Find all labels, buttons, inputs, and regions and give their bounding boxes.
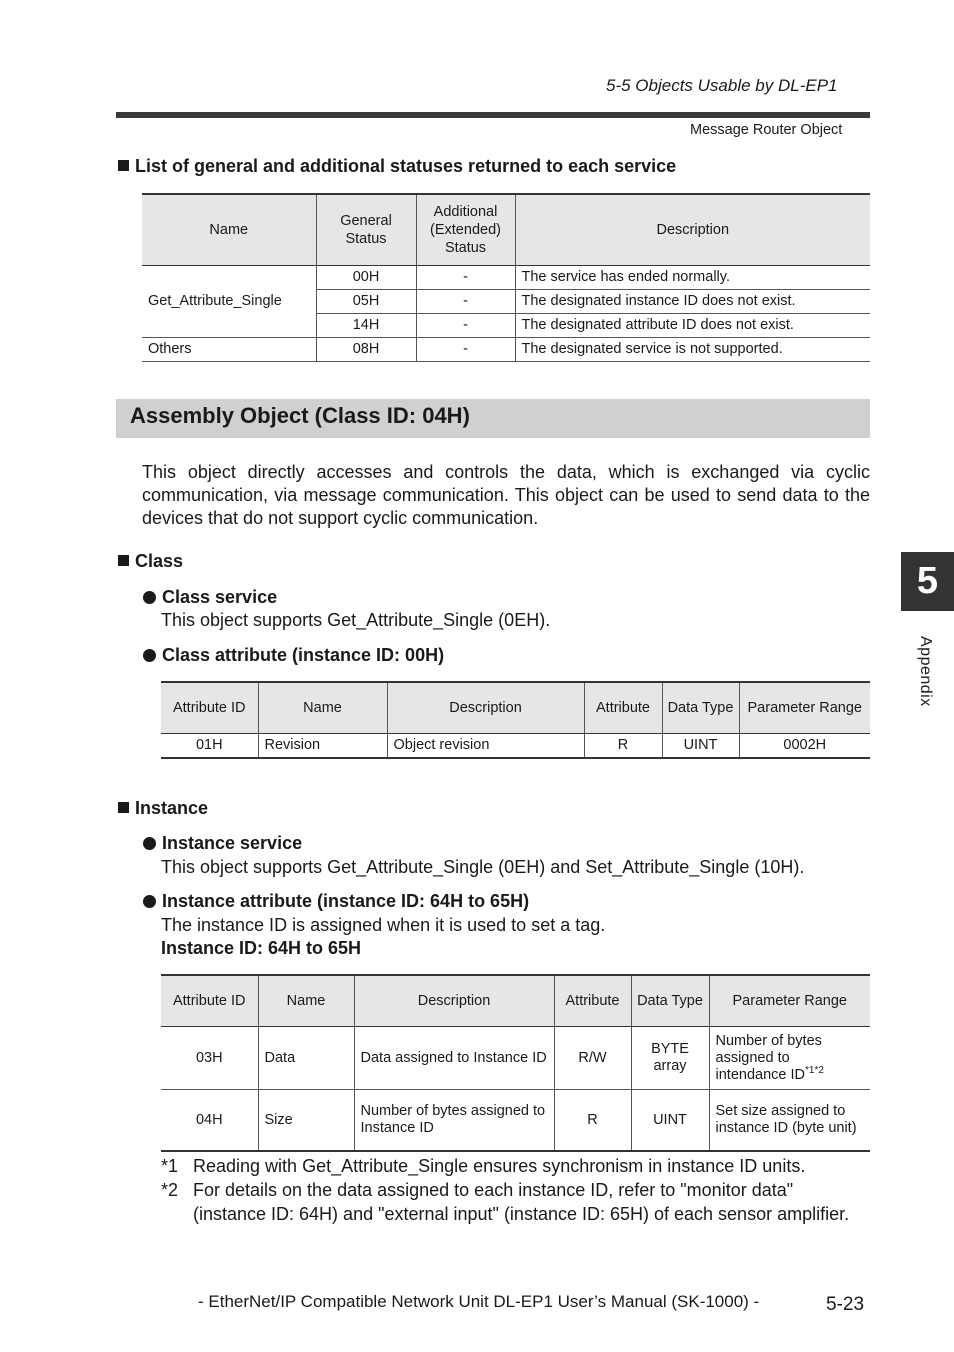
assembly-intro: This object directly accesses and controls the data, which is exchanged via cyclic communication, via message communication. This object can be used to send data to the devices that do not support cyclic communication. [142, 462, 870, 528]
instance-service-heading-text: Instance service [162, 833, 303, 853]
section-title: Assembly Object (Class ID: 04H) [130, 403, 470, 428]
instance-attribute-text: The instance ID is assigned when it is used to set a tag. [161, 915, 606, 935]
square-bullet-icon [118, 555, 129, 566]
col-header-description: Description [387, 682, 584, 734]
attribute-id-cell: 01H [195, 737, 223, 753]
instance-id-heading: Instance ID: 64H to 65H [161, 938, 362, 958]
name-cell: Data [258, 1027, 354, 1090]
table-row [161, 1027, 870, 1090]
footnote-1 [161, 1154, 870, 1178]
table-row [161, 734, 870, 759]
round-bullet-icon [143, 837, 156, 850]
status-name-cell: Get_Attribute_Single [142, 266, 316, 338]
attribute-cell: R [584, 734, 662, 759]
instance-attribute-heading-text: Instance attribute (instance ID: 64H to 65H) [162, 891, 530, 911]
col-header-parameter-range: Parameter Range [739, 682, 870, 734]
general-status-cell: 08H [316, 338, 416, 362]
col-header-parameter-range: Parameter Range [709, 975, 870, 1027]
status-description-cell: The designated service is not supported. [515, 338, 870, 362]
col-header-data-type: Data Type [662, 682, 739, 734]
round-bullet-icon [143, 591, 156, 604]
status-description-cell: The designated attribute ID does not exist. [515, 314, 870, 338]
round-bullet-icon [143, 895, 156, 908]
additional-status-cell: - [416, 290, 515, 314]
additional-status-cell: - [416, 266, 515, 290]
class-heading-text: Class [135, 551, 184, 571]
parameter-range-cell [709, 1027, 870, 1090]
data-type-cell: UINT [631, 1090, 709, 1152]
header-section-title: 5-5 Objects Usable by DL-EP1 [606, 76, 838, 95]
col-header-name: Name [142, 194, 316, 266]
page-number: 5-23 [826, 1294, 865, 1315]
description-cell: Object revision [387, 734, 584, 759]
status-name-cell: Others [142, 338, 316, 362]
footnote-2 [161, 1178, 870, 1226]
instance-attribute-table [161, 974, 870, 1152]
parameter-range-cell: Set size assigned to instance ID (byte unit) [709, 1090, 870, 1152]
footnote-mark: *2 [161, 1180, 179, 1200]
col-header-attribute-id: Attribute ID [161, 975, 258, 1027]
footnote-text: Reading with Get_Attribute_Single ensures synchronism in instance ID units. [193, 1156, 806, 1176]
general-status-cell: 05H [316, 290, 416, 314]
header-subsection: Message Router Object [690, 122, 843, 138]
additional-status-cell: - [416, 338, 515, 362]
header-rule [116, 112, 870, 118]
data-type-cell: BYTE array [631, 1027, 709, 1090]
status-description-cell: The service has ended normally. [515, 266, 870, 290]
class-attribute-heading-text: Class attribute (instance ID: 00H) [162, 645, 445, 665]
attribute-cell: R/W [554, 1027, 631, 1090]
chapter-tab-label: Appendix [917, 636, 934, 707]
status-table [142, 193, 870, 362]
status-description-cell: The designated instance ID does not exist. [515, 290, 870, 314]
col-header-attribute: Attribute [554, 975, 631, 1027]
col-header-attribute-id: Attribute ID [161, 682, 258, 734]
table-row [142, 338, 870, 362]
instance-heading [118, 798, 208, 819]
parameter-range-text: Number of bytes assigned to intendance ID [715, 1032, 822, 1083]
class-heading [118, 551, 183, 572]
attribute-id-cell: 03H [161, 1027, 258, 1090]
chapter-tab: 5 [901, 552, 954, 611]
square-bullet-icon [118, 160, 129, 171]
description-cell: Data assigned to Instance ID [354, 1027, 554, 1090]
class-attribute-table [161, 681, 870, 759]
instance-heading-text: Instance [135, 798, 209, 818]
instance-service-heading [143, 833, 302, 854]
col-header-name: Name [258, 682, 387, 734]
description-cell: Number of bytes assigned to Instance ID [354, 1090, 554, 1152]
general-status-cell: 00H [316, 266, 416, 290]
square-bullet-icon [118, 802, 129, 813]
class-service-text: This object supports Get_Attribute_Single (0EH). [161, 610, 551, 630]
col-header-description: Description [515, 194, 870, 266]
footnote-ref: *1*2 [804, 1064, 824, 1076]
instance-service-text: This object supports Get_Attribute_Single (0EH) and Set_Attribute_Single (10H). [161, 857, 805, 877]
instance-attribute-heading [143, 891, 529, 912]
footer-manual-title: - EtherNet/IP Compatible Network Unit DL-EP1 User’s Manual (SK-1000) - [198, 1292, 760, 1311]
class-service-heading [143, 587, 277, 608]
status-list-heading [118, 156, 676, 177]
additional-status-cell: - [416, 314, 515, 338]
round-bullet-icon [143, 649, 156, 662]
col-header-additional-status: Additional (Extended) Status [416, 194, 515, 266]
table-row [142, 266, 870, 290]
footnote-mark: *1 [161, 1156, 179, 1176]
table-row [161, 1090, 870, 1152]
name-cell: Revision [258, 734, 387, 759]
name-cell: Size [258, 1090, 354, 1152]
col-header-data-type: Data Type [631, 975, 709, 1027]
col-header-description: Description [354, 975, 554, 1027]
class-attribute-heading [143, 645, 444, 666]
general-status-cell: 14H [316, 314, 416, 338]
footnote-text: For details on the data assigned to each instance ID, refer to "monitor data" (instance ID: 64H) and "external input" (instance ID: 65H) of each sensor amplifier. [193, 1180, 850, 1224]
col-header-name: Name [258, 975, 354, 1027]
status-list-heading-text: List of general and additional statuses returned to each service [135, 156, 677, 176]
parameter-range-cell: 0002H [739, 734, 870, 759]
attribute-cell: R [554, 1090, 631, 1152]
col-header-general-status: General Status [316, 194, 416, 266]
class-service-heading-text: Class service [162, 587, 278, 607]
data-type-cell: UINT [662, 734, 739, 759]
attribute-id-cell: 04H [195, 1111, 223, 1128]
col-header-attribute: Attribute [584, 682, 662, 734]
